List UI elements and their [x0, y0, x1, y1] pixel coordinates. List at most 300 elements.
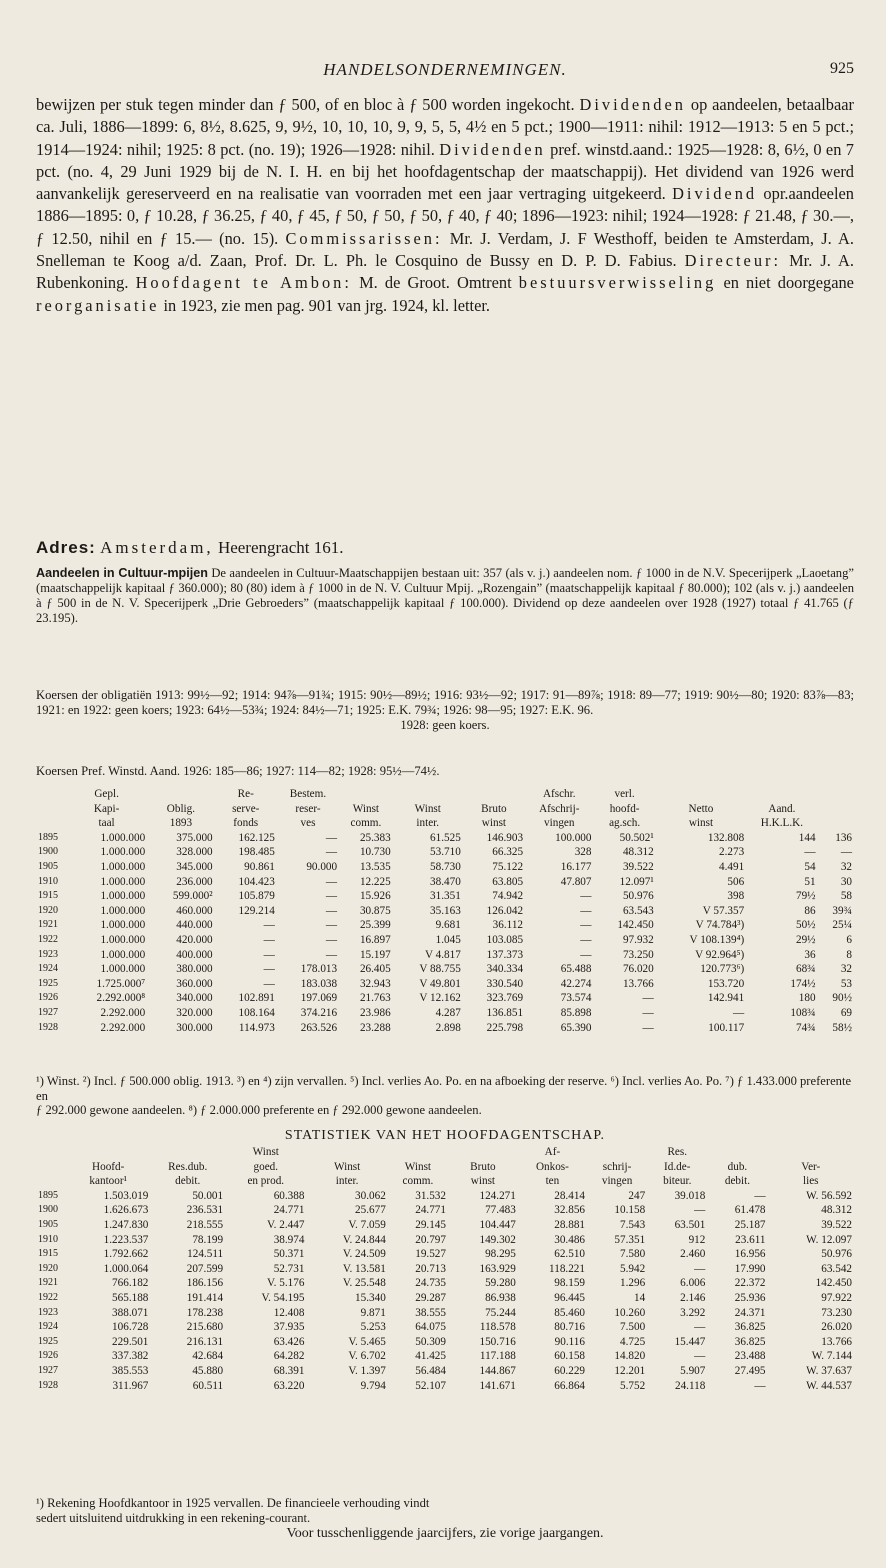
- header-corner: [36, 1160, 66, 1175]
- table-cell: 12.097¹: [619, 875, 654, 888]
- table-cell: 15.340: [355, 1291, 386, 1304]
- page-number: 925: [830, 60, 854, 77]
- table-cell: 75.244: [485, 1306, 516, 1319]
- table-cell: 54: [804, 860, 816, 873]
- table-cell: 460.000: [176, 904, 213, 917]
- table-cell: 85.460: [554, 1306, 585, 1319]
- table-cell: —: [325, 933, 338, 946]
- table-cell: 323.769: [486, 992, 524, 1005]
- table-cell: 35.163: [430, 904, 461, 917]
- table-cell: 65.488: [560, 963, 592, 976]
- table-cell: 22.372: [734, 1277, 766, 1290]
- table-cell: 229.501: [112, 1335, 149, 1348]
- row-year: 1927: [38, 1364, 58, 1376]
- table-cell: 64.075: [415, 1321, 446, 1334]
- table-cell: 73.574: [560, 992, 592, 1005]
- label-commissarissen: Commissarissen:: [285, 228, 443, 248]
- table-cell: 2.146: [680, 1291, 706, 1304]
- table-cell: 90.116: [554, 1335, 585, 1348]
- table-cell: 12.225: [359, 875, 391, 888]
- table-cell: 23.986: [359, 1006, 391, 1019]
- table-cell: 37.935: [273, 1321, 305, 1334]
- table-cell: 15.926: [359, 890, 391, 903]
- column-header: biteur.: [663, 1175, 692, 1188]
- table2-footnotes: [36, 1496, 854, 1525]
- table-cell: 31.532: [415, 1189, 446, 1202]
- table-cell: 9.681: [435, 919, 461, 932]
- column-header: Res.dub.: [168, 1160, 208, 1173]
- table-cell: 25¼: [832, 919, 852, 932]
- table-cell: 149.302: [479, 1233, 516, 1246]
- table-row: [36, 1021, 854, 1036]
- row-year: 1895: [38, 1189, 58, 1201]
- financial-table: [36, 787, 854, 1035]
- table-cell: 30.486: [554, 1233, 585, 1246]
- table-cell: 31.351: [430, 890, 461, 903]
- text-hoofdagent: M. de Groot. Omtrent: [359, 273, 512, 293]
- table-cell: 10.730: [359, 846, 391, 859]
- table-cell: 36.112: [492, 919, 524, 932]
- row-year: 1926: [38, 992, 58, 1004]
- table-cell: 42.684: [192, 1350, 224, 1363]
- row-year: 1900: [38, 846, 58, 858]
- row-year: 1900: [38, 1204, 58, 1216]
- table-cell: 24.771: [415, 1204, 446, 1217]
- table-cell: 29.287: [415, 1291, 446, 1304]
- page-header: [36, 60, 854, 86]
- table-cell: 1.000.000: [100, 831, 146, 844]
- label-bestuursverwisseling: bestuursverwisseling: [518, 273, 717, 293]
- table-cell: 440.000: [176, 919, 213, 932]
- column-header: [448, 1145, 518, 1160]
- table-cell: 51: [804, 875, 816, 888]
- column-header: fonds: [233, 817, 259, 830]
- column-header: [463, 787, 525, 802]
- table-cell: 129.214: [238, 904, 275, 917]
- table-cell: 9.794: [360, 1379, 386, 1392]
- table-cell: 599.000²: [172, 890, 213, 903]
- running-title: HANDELSONDERNEMINGEN.: [323, 60, 567, 79]
- statistiek-table-wrap: [36, 1145, 854, 1393]
- column-header: dub.: [727, 1160, 748, 1173]
- table-cell: 36: [804, 948, 816, 961]
- cultuur-label: Aandeelen in Cultuur-mpijen: [36, 566, 208, 580]
- table-cell: 36.825: [734, 1321, 766, 1334]
- table-cell: 153.720: [707, 977, 745, 990]
- label-dividenden: Dividenden: [579, 95, 686, 114]
- table-cell: 398: [727, 890, 745, 903]
- table-cell: 75.122: [492, 860, 524, 873]
- table-cell: —: [580, 948, 592, 961]
- table-cell: 24.371: [734, 1306, 766, 1319]
- table-row: [36, 962, 854, 977]
- column-header: [150, 1145, 225, 1160]
- table-cell: 375.000: [176, 831, 213, 844]
- address-line: [36, 538, 854, 558]
- table-cell: 27.495: [734, 1364, 766, 1377]
- table-cell: 136.851: [486, 1006, 524, 1019]
- table-cell: 73.230: [821, 1306, 852, 1319]
- table-cell: 114.973: [238, 1021, 275, 1034]
- table-cell: 50½: [795, 919, 816, 932]
- row-year: 1905: [38, 860, 58, 872]
- koersen-pref-text: Koersen Pref. Winstd. Aand. 1926: 185—86; 1927: 114—82; 1928: 95½—74½.: [36, 764, 440, 778]
- row-year: 1928: [38, 1021, 58, 1033]
- table-cell: V. 54.195: [261, 1291, 305, 1304]
- table-cell: —: [840, 846, 852, 859]
- table-cell: 186.156: [186, 1277, 224, 1290]
- document-page: [36, 0, 854, 1568]
- column-header: ves: [300, 817, 316, 830]
- column-header: Winst: [414, 802, 441, 815]
- column-header: ag.sch.: [609, 817, 641, 830]
- table-cell: 60.158: [554, 1350, 585, 1363]
- row-year: 1925: [38, 977, 58, 989]
- column-header: winst: [688, 817, 714, 830]
- table-cell: 12.201: [614, 1364, 646, 1377]
- header-corner: [36, 802, 66, 817]
- cultuur-paragraph: [36, 566, 854, 626]
- table-row: [36, 1189, 854, 1204]
- footnote-line: ƒ 292.000 gewone aandeelen. ⁸) ƒ 2.000.000 preferente en ƒ 292.000 gewone aandeelen.: [36, 1103, 482, 1117]
- table-cell: 1.792.662: [103, 1248, 149, 1261]
- table-cell: 60.511: [192, 1379, 224, 1392]
- table-cell: 150.716: [479, 1335, 516, 1348]
- column-header: winst: [470, 1175, 496, 1188]
- table-row: [36, 1306, 854, 1321]
- table-cell: 104.447: [479, 1218, 516, 1231]
- table-cell: 1.000.000: [100, 904, 146, 917]
- text-reorganisatie: in 1923, zie men pag. 901 van jrg. 1924, kl. letter.: [163, 295, 491, 315]
- table-cell: 48.312: [622, 846, 654, 859]
- table-cell: 53.710: [430, 846, 461, 859]
- row-year: 1920: [38, 904, 58, 916]
- column-header: reser-: [295, 802, 321, 815]
- table-cell: V 74.784³): [695, 919, 745, 932]
- table-cell: 15.447: [674, 1335, 706, 1348]
- table-row: [36, 1218, 854, 1233]
- koersen-oblig-last: 1928: geen koers.: [400, 718, 490, 732]
- header-corner: [36, 1174, 66, 1189]
- table-cell: —: [642, 992, 654, 1005]
- table-cell: 63.805: [492, 875, 524, 888]
- table-cell: 47.807: [560, 875, 592, 888]
- table-cell: V. 6.702: [348, 1350, 386, 1363]
- table-cell: 60.388: [273, 1189, 305, 1202]
- table-balans: [36, 787, 854, 1035]
- column-header: kantoor¹: [89, 1175, 127, 1188]
- table-cell: 912: [688, 1233, 706, 1246]
- table-cell: 374.216: [300, 1006, 338, 1019]
- table-cell: 345.000: [176, 860, 213, 873]
- text-ingekocht: bewijzen per stuk tegen minder dan ƒ 500, of en bloc à ƒ 500 worden ingekocht.: [36, 95, 575, 114]
- table-row: [36, 860, 854, 875]
- table-row: [36, 845, 854, 860]
- table-cell: 32: [840, 963, 852, 976]
- table-statistiek: [36, 1145, 854, 1393]
- table-cell: 124.511: [187, 1248, 224, 1261]
- column-header: verl.: [614, 788, 635, 800]
- table-cell: 126.042: [486, 904, 524, 917]
- table-cell: V. 1.397: [348, 1364, 386, 1377]
- table-row: [36, 1335, 854, 1350]
- table-cell: —: [642, 1006, 654, 1019]
- table-cell: 10.158: [614, 1204, 646, 1217]
- column-header: inter.: [335, 1175, 359, 1188]
- column-header: Kapi-: [93, 802, 120, 815]
- table-cell: —: [642, 1021, 654, 1034]
- table-cell: 50.371: [273, 1248, 305, 1261]
- table-cell: —: [325, 875, 338, 888]
- table-row: [36, 1262, 854, 1277]
- table-cell: —: [580, 890, 592, 903]
- column-header: [147, 787, 214, 802]
- table-row: [36, 918, 854, 933]
- table-cell: 132.808: [707, 831, 745, 844]
- table-cell: 124.271: [479, 1189, 516, 1202]
- column-header: [66, 1145, 150, 1160]
- table-cell: 36.825: [734, 1335, 766, 1348]
- table-cell: 108¾: [790, 1006, 816, 1019]
- table-cell: 178.013: [300, 963, 338, 976]
- table-cell: 90½: [832, 992, 852, 1005]
- text-niet-doorgegane: en niet doorgegane: [723, 273, 854, 293]
- table-cell: 1.000.064: [103, 1262, 149, 1275]
- table-row: [36, 1364, 854, 1379]
- table-cell: 30: [840, 875, 852, 888]
- table-cell: 1.247.830: [103, 1218, 149, 1231]
- table-cell: —: [580, 933, 592, 946]
- table-cell: 24.735: [415, 1277, 446, 1290]
- table-cell: 218.555: [186, 1218, 224, 1231]
- table-cell: W. 12.097: [806, 1233, 852, 1246]
- table-cell: 236.531: [186, 1204, 224, 1217]
- main-text: [36, 94, 854, 317]
- table-cell: —: [325, 948, 338, 961]
- table-cell: 1.000.000: [100, 933, 146, 946]
- table-cell: 29.145: [415, 1218, 446, 1231]
- table-cell: —: [263, 977, 275, 990]
- table-cell: 118.221: [549, 1262, 585, 1275]
- table-cell: 215.680: [186, 1321, 224, 1334]
- table-header-row: [36, 1145, 854, 1160]
- label-hoofdagent: Hoofdagent te Ambon:: [135, 273, 352, 293]
- table-cell: 13.766: [622, 977, 654, 990]
- table-cell: 69: [840, 1006, 852, 1019]
- table-cell: —: [263, 933, 275, 946]
- row-year: 1923: [38, 948, 58, 960]
- table-cell: 48.312: [821, 1204, 852, 1217]
- column-header: [587, 1145, 647, 1160]
- table-cell: 2.460: [680, 1248, 706, 1261]
- table-cell: 117.188: [479, 1350, 516, 1363]
- table-cell: 340.000: [176, 992, 213, 1005]
- table-cell: 39.018: [674, 1189, 706, 1202]
- table-cell: 30.875: [359, 904, 391, 917]
- column-header: Winst: [404, 1160, 432, 1173]
- column-header: Afschrij-: [539, 802, 580, 815]
- column-header: Aand.: [768, 802, 796, 815]
- table-cell: 7.500: [620, 1321, 646, 1334]
- column-header: Res.: [667, 1146, 688, 1158]
- footnote-line: sedert uitsluitend uitdrukking in een rekening-courant.: [36, 1510, 311, 1525]
- table-cell: 1.000.000: [100, 948, 146, 961]
- table-cell: 388.071: [112, 1306, 149, 1319]
- table-cell: —: [325, 890, 338, 903]
- table-cell: V 4.817: [424, 948, 461, 961]
- row-year: 1925: [38, 1335, 58, 1347]
- column-header: Ver-: [801, 1160, 821, 1173]
- column-header: en prod.: [247, 1175, 285, 1188]
- column-header: Bestem.: [289, 788, 327, 800]
- table-cell: V 108.139⁴): [689, 933, 745, 946]
- table-cell: —: [580, 904, 592, 917]
- koersen-obligaties: [36, 688, 854, 733]
- table-cell: 86.938: [485, 1291, 516, 1304]
- table-cell: 1.000.000: [100, 890, 146, 903]
- column-header: Af-: [544, 1146, 561, 1158]
- row-year: 1895: [38, 831, 58, 843]
- table-cell: 400.000: [176, 948, 213, 961]
- table-cell: V. 7.059: [348, 1218, 386, 1231]
- table-header-row: [36, 816, 854, 831]
- table-cell: 50.001: [192, 1189, 224, 1202]
- table-cell: 142.941: [707, 992, 745, 1005]
- table-cell: 97.932: [622, 933, 654, 946]
- table-cell: —: [754, 1189, 766, 1202]
- table-cell: 58.730: [430, 860, 461, 873]
- table-cell: 137.373: [486, 948, 524, 961]
- table-cell: —: [804, 846, 816, 859]
- table-cell: V. 5.465: [348, 1335, 386, 1348]
- header-corner: [36, 816, 66, 831]
- column-header: Gepl.: [94, 788, 119, 800]
- table-cell: 191.414: [186, 1291, 224, 1304]
- table-cell: 1.000.000: [100, 846, 146, 859]
- table-cell: 28.414: [554, 1189, 585, 1202]
- text-dividend-opr: opr.aandeelen 1886—1895: 0, ƒ 10.28, ƒ 36.25, ƒ 40, ƒ 45, ƒ 50, ƒ 50, ƒ 50, ƒ 40, ƒ 40; 1896—1923: nihil; 1924—1928: ƒ 21.48, ƒ 30.—, ƒ 12.50, nihil en ƒ 15.— (no. 15).: [36, 184, 854, 248]
- table-cell: 136: [835, 831, 852, 844]
- table-cell: 24.118: [674, 1379, 706, 1392]
- row-year: 1927: [38, 1006, 58, 1018]
- table-cell: 8: [846, 948, 852, 961]
- table-cell: 142.450: [815, 1277, 852, 1290]
- column-header: Onkos-: [535, 1160, 569, 1173]
- table-cell: 337.382: [112, 1350, 149, 1363]
- table-cell: 96.445: [554, 1291, 585, 1304]
- address-street: Heerengracht 161.: [217, 538, 344, 557]
- table-cell: 85.898: [560, 1006, 592, 1019]
- table-row: [36, 1233, 854, 1248]
- row-year: 1924: [38, 963, 58, 975]
- label-directeur: Directeur:: [684, 251, 782, 271]
- column-header: schrij-: [602, 1160, 632, 1173]
- column-header: Re-: [237, 788, 254, 800]
- column-header: goed.: [253, 1160, 279, 1173]
- table-cell: V. 24.509: [342, 1248, 386, 1261]
- table-cell: 1.296: [620, 1277, 646, 1290]
- column-header: [388, 1145, 448, 1160]
- column-header: comm.: [350, 817, 382, 830]
- row-year: 1922: [38, 933, 58, 945]
- column-header: debit.: [724, 1175, 751, 1188]
- koersen-oblig-text: Koersen der obligatiën 1913: 99½—92; 1914: 94⅞—91¾; 1915: 90½—89½; 1916: 93½—92; 1917: 91—89⅞; 1918: 89—77; 1919: 90½—80; 1920: 83⅞—83; 1921: en 1922: geen koers; 1923: 64½—53¾; 1924: 84½—71; 1925: E.K. 79¾; 1926: 98—95; 1927: E.K. 96.: [36, 688, 854, 717]
- table-cell: 21.763: [359, 992, 391, 1005]
- column-header: [306, 1145, 387, 1160]
- table-cell: 19.527: [415, 1248, 446, 1261]
- table-cell: 10.260: [614, 1306, 646, 1319]
- table-cell: 32.943: [359, 977, 391, 990]
- table-cell: 42.274: [560, 977, 592, 990]
- table-cell: 12.408: [273, 1306, 305, 1319]
- table-row: [36, 1276, 854, 1291]
- table-row: [36, 1291, 854, 1306]
- table-cell: 77.483: [485, 1204, 516, 1217]
- table-cell: 38.974: [273, 1233, 305, 1246]
- label-dividend-opr: Dividend: [672, 184, 758, 204]
- column-header: Oblig.: [166, 802, 196, 815]
- table-cell: 79½: [795, 890, 816, 903]
- table-cell: —: [325, 919, 338, 932]
- table-cell: 38.470: [430, 875, 461, 888]
- table-cell: 1.503.019: [103, 1189, 149, 1202]
- column-header: Winst: [352, 802, 380, 815]
- table-cell: 330.540: [486, 977, 524, 990]
- table-cell: V 88.755: [419, 963, 461, 976]
- table-cell: 216.131: [186, 1335, 224, 1348]
- row-year: 1910: [38, 1233, 58, 1245]
- table-cell: V 49.801: [419, 977, 461, 990]
- table-cell: 198.485: [238, 846, 275, 859]
- column-header: Bruto: [481, 802, 507, 815]
- table-cell: 5.752: [620, 1379, 646, 1392]
- table-cell: 180: [798, 992, 816, 1005]
- table-cell: 328: [574, 846, 592, 859]
- table-cell: 45.880: [192, 1364, 224, 1377]
- table-cell: 56.484: [415, 1364, 446, 1377]
- cultuur-text: De aandeelen in Cultuur-Maatschappijen bestaan uit: 357 (als v. j.) aandeelen nom. ƒ 1000 in de N.V. Specerijperk „Laoetang” (maatschappelijk kapitaal ƒ 360.000); 80 (80) idem à ƒ 1000 in de N. V. Cultuur Mpij. „Rozengain” (maatschappelijk kapitaal ƒ 80.000); 102 (als v. j.) aandeelen à ƒ 500 in de N. V. Specerijperk „Drie Gebroeders” (maatschappelijk kapitaal ƒ 100.000). Dividend op deze aandeelen over 1928 (1927) totaal ƒ 41.765 (ƒ 23.195).: [36, 566, 854, 625]
- statistiek-title: STATISTIEK VAN HET HOOFDAGENTSCHAP.: [284, 1128, 606, 1143]
- table-cell: 52.731: [273, 1262, 305, 1275]
- table-cell: 207.599: [186, 1262, 224, 1275]
- table-cell: 30.062: [355, 1189, 386, 1202]
- table-cell: 420.000: [176, 933, 213, 946]
- table-cell: 120.773⁶): [700, 963, 745, 976]
- table-cell: —: [580, 919, 592, 932]
- table-cell: 6.006: [680, 1277, 706, 1290]
- table-cell: V. 24.844: [342, 1233, 386, 1246]
- column-header: Winst: [333, 1160, 361, 1173]
- table-cell: 1.045: [435, 933, 461, 946]
- table-cell: 63.543: [622, 904, 654, 917]
- table-cell: 2.292.000: [100, 1006, 146, 1019]
- table-cell: 20.713: [415, 1262, 446, 1275]
- table-cell: 63.426: [273, 1335, 305, 1348]
- table-cell: 26.020: [821, 1321, 852, 1334]
- table-cell: 1.000.000: [100, 919, 146, 932]
- table-cell: 65.390: [560, 1021, 592, 1034]
- label-reorganisatie: reorganisatie: [36, 295, 160, 315]
- table-cell: 2.273: [719, 846, 745, 859]
- table-cell: 32.856: [554, 1204, 585, 1217]
- text-dividenden: op aandeelen, betaalbaar ca. Juli, 1886—1899: 6, 8½, 8.625, 9, 9½, 10, 10, 10, 9, 9, 5, 5, 4½ en 5 pct.; 1900—1911: nihil: 1912—1913: 5 en 5 pct.; 1914—1924: nihil; 1925: 8 pct. (no. 19); 1926—1928: nihil.: [36, 95, 854, 159]
- table-cell: 7.580: [620, 1248, 646, 1261]
- table-cell: 90.861: [244, 860, 275, 873]
- table-cell: 3.292: [680, 1306, 706, 1319]
- table-cell: 74.942: [492, 890, 524, 903]
- table-cell: 25.187: [734, 1218, 766, 1231]
- table-row: [36, 977, 854, 992]
